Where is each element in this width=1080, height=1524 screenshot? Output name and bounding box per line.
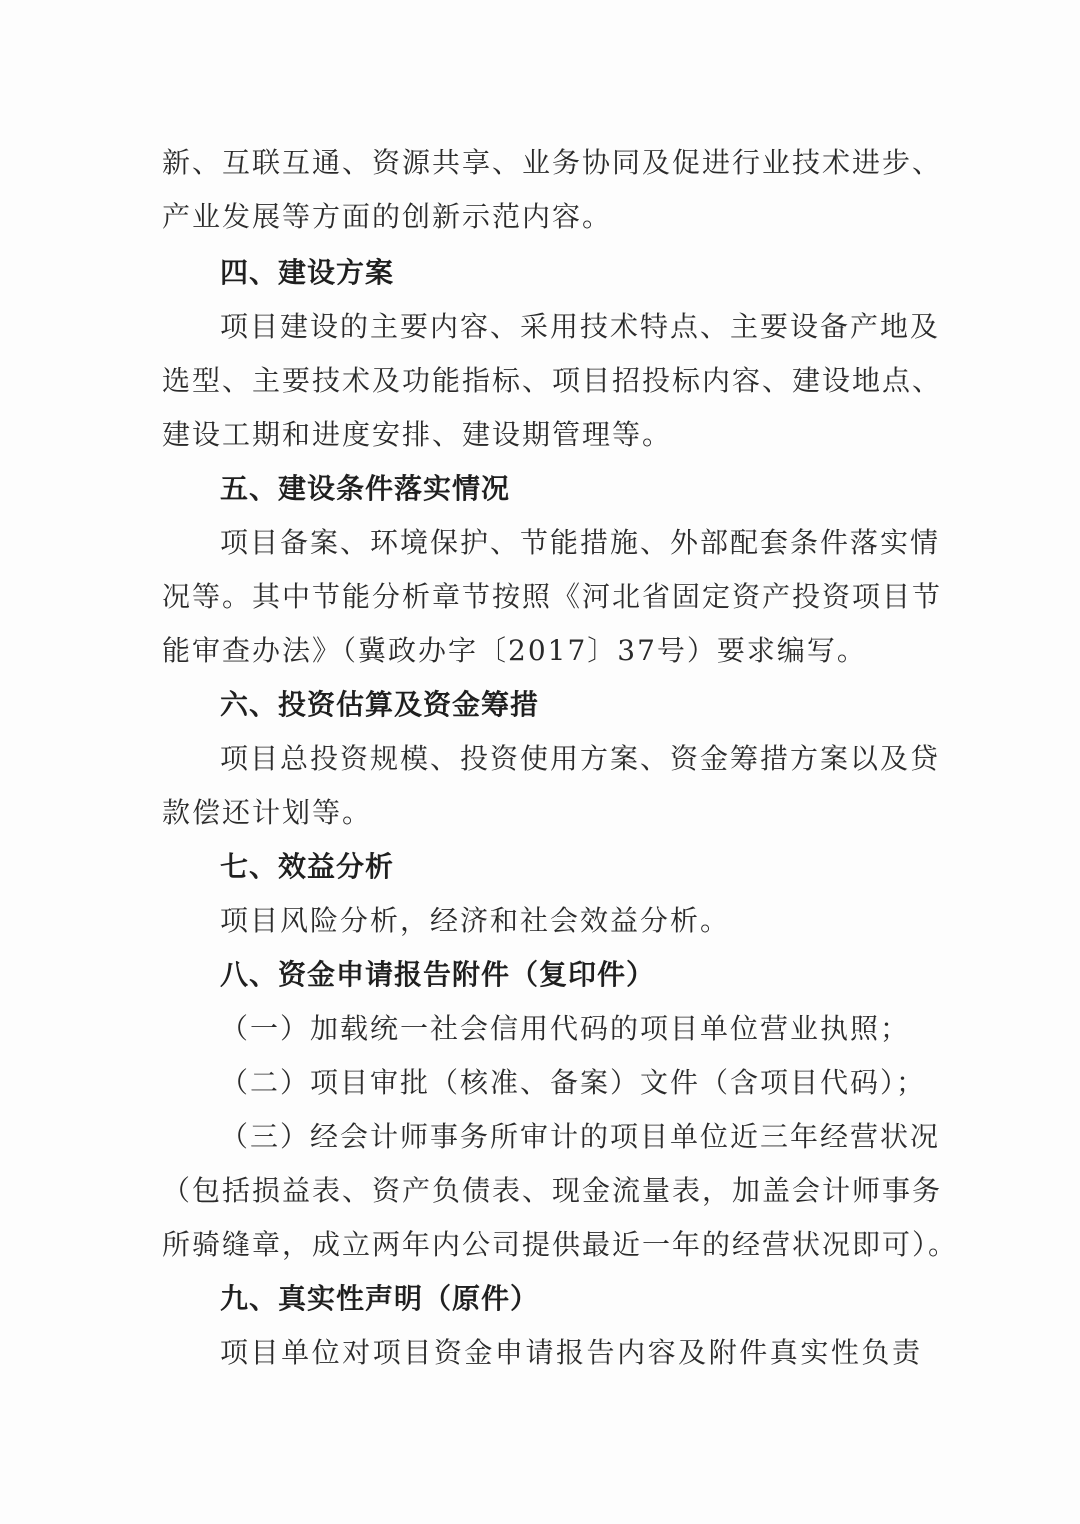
paragraph-line: 所骑缝章，成立两年内公司提供最近一年的经营状况即可）。 [162,1228,959,1261]
paragraph-line: 项目备案、环境保护、节能措施、外部配套条件落实情 [220,526,941,559]
paragraph-line: 况等。其中节能分析章节按照《河北省固定资产投资项目节 [162,580,943,613]
paragraph-line: 选型、主要技术及功能指标、项目招投标内容、建设地点、 [162,364,943,397]
paragraph-line: 产业发展等方面的创新示范内容。 [162,200,613,233]
paragraph-line: （包括损益表、资产负债表、现金流量表，加盖会计师事务 [162,1174,943,1207]
list-item: （二）项目审批（核准、备案）文件（含项目代码）； [220,1066,927,1099]
paragraph-line: 项目风险分析，经济和社会效益分析。 [220,904,731,937]
section-heading: 四、建设方案 [220,256,395,289]
section-heading: 七、效益分析 [220,850,395,883]
paragraph-line: 新、互联互通、资源共享、业务协同及促进行业技术进步、 [162,146,943,179]
section-heading: 六、投资估算及资金筹措 [220,688,540,721]
section-heading: 九、真实性声明（原件） [220,1282,540,1315]
paragraph-line: 款偿还计划等。 [162,796,373,829]
paragraph-line: 项目单位对项目资金申请报告内容及附件真实性负责 [220,1336,922,1369]
section-heading: 五、建设条件落实情况 [220,472,511,505]
paragraph-line: 建设工期和进度安排、建设期管理等。 [162,418,673,451]
list-item: （一）加载统一社会信用代码的项目单位营业执照； [220,1012,911,1045]
paragraph-line: 能审查办法》（冀政办字〔2017〕37号）要求编写。 [162,634,867,667]
paragraph-line: 项目建设的主要内容、采用技术特点、主要设备产地及 [220,310,941,343]
section-heading: 八、资金申请报告附件（复印件） [220,958,656,991]
paragraph-line: 项目总投资规模、投资使用方案、资金筹措方案以及贷 [220,742,941,775]
list-item: （三）经会计师事务所审计的项目单位近三年经营状况 [220,1120,941,1153]
